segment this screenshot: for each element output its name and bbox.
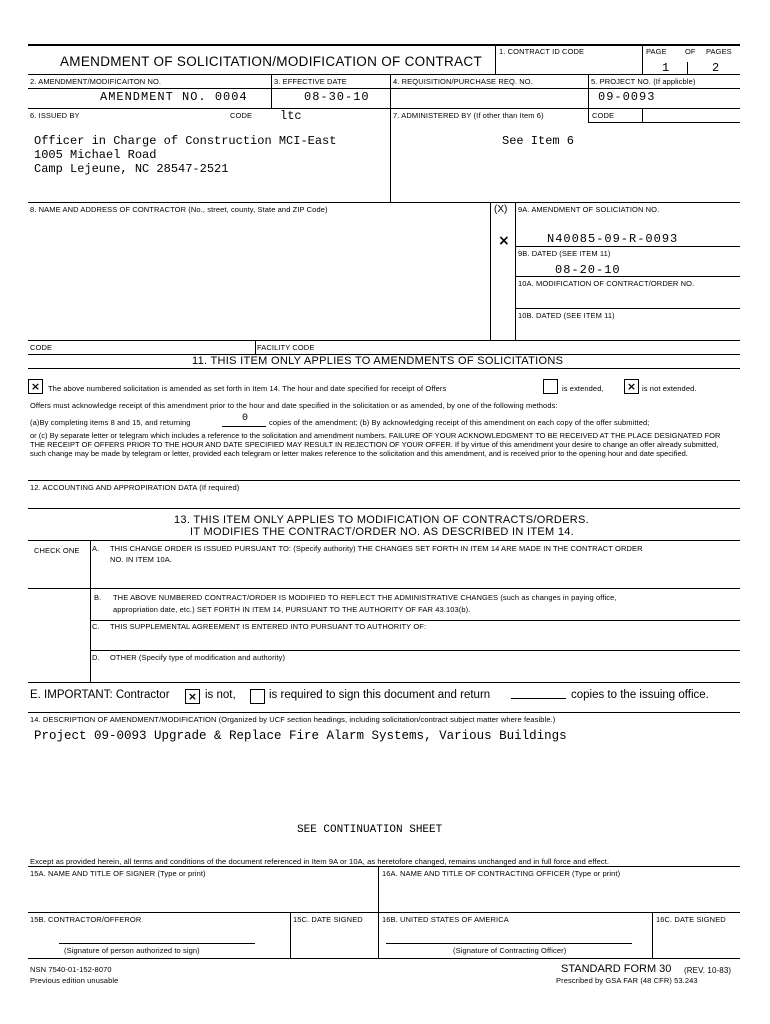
- not-extended-checkbox[interactable]: ×: [624, 379, 639, 394]
- pages-label: PAGES: [706, 47, 732, 56]
- project-no-label: 5. PROJECT NO. (If applicble): [591, 77, 696, 86]
- option-b-text-2: appropriation date, etc.) SET FORTH IN ITEM 14, PURSUANT TO THE AUTHORITY OF FAR 43.103(b).: [113, 605, 471, 614]
- prescribed-by: Prescribed by GSA FAR (48 CFR) 53.243: [556, 976, 698, 985]
- project-no-value[interactable]: 09-0093: [598, 90, 656, 104]
- amend-solicitation-label: 9A. AMENDMENT OF SOLICIATION NO.: [518, 205, 660, 214]
- is-not-label: is not,: [205, 689, 236, 701]
- issued-code-value[interactable]: ltc: [280, 109, 302, 123]
- important-label: E. IMPORTANT: Contractor: [30, 689, 170, 701]
- contractor-signature-caption: (Signature of person authorized to sign): [64, 946, 200, 955]
- nsn-number: NSN 7540-01-152-8070: [30, 965, 112, 974]
- option-b-text-1: THE ABOVE NUMBERED CONTRACT/ORDER IS MODIFIED TO REFLECT THE ADMINISTRATIVE CHANGES (such as changes in paying office,: [113, 593, 617, 602]
- administered-by-value[interactable]: See Item 6: [502, 134, 575, 148]
- administered-by-label: 7. ADMINISTERED BY (If other than Item 6): [393, 111, 544, 120]
- previous-edition-note: Previous edition unusable: [30, 976, 119, 985]
- issued-by-label: 6. ISSUED BY: [30, 111, 80, 120]
- mod-10a-label: 10A. MODIFICATION OF CONTRACT/ORDER NO.: [518, 279, 695, 288]
- form-revision: (REV. 10-83): [684, 966, 732, 975]
- page-value[interactable]: 1: [662, 61, 670, 75]
- option-a-letter: A.: [92, 544, 100, 553]
- requisition-label: 4. REQUISITION/PURCHASE REQ. NO.: [393, 77, 533, 86]
- form-name: STANDARD FORM 30: [561, 963, 672, 975]
- is-required-checkbox[interactable]: [250, 689, 265, 704]
- is-extended-label: is extended,: [562, 384, 604, 393]
- check-one-label: CHECK ONE: [34, 546, 80, 555]
- amended-checkbox[interactable]: ×: [28, 379, 43, 394]
- item-11-line-2: Offers must acknowledge receipt of this amendment prior to the hour and date specified in the solicitation or as amended, by one of the following methods:: [30, 401, 558, 410]
- dated-9b-label: 9B. DATED (SEE ITEM 11): [518, 249, 611, 258]
- of-label: OF: [685, 47, 696, 56]
- effective-date-value[interactable]: 08-30-10: [304, 90, 370, 104]
- option-b-letter: B.: [94, 593, 102, 602]
- contractor-address-label: 8. NAME AND ADDRESS OF CONTRACTOR (No., street, county, State and ZIP Code): [30, 205, 328, 214]
- officer-name-label: 16A. NAME AND TITLE OF CONTRACTING OFFICER (Type or print): [382, 869, 621, 878]
- except-text: Except as provided herein, all terms and conditions of the document referenced in Item 9A or 10A, as heretofore changed, remains unchanged and in full force and effect.: [30, 857, 610, 866]
- contractor-code-label: CODE: [30, 343, 53, 352]
- option-d-text: OTHER (Specify type of modification and authority): [110, 653, 286, 662]
- option-d-letter: D.: [92, 653, 100, 662]
- signer-name-label: 15A. NAME AND TITLE OF SIGNER (Type or print): [30, 869, 206, 878]
- amend-solicitation-checkmark[interactable]: ×: [498, 233, 510, 249]
- amendment-no-value[interactable]: AMENDMENT NO. 0004: [100, 90, 248, 104]
- dated-9b-value[interactable]: 08-20-10: [555, 263, 621, 277]
- copies-returned-value[interactable]: 0: [242, 413, 249, 424]
- officer-signature-caption: (Signature of Contracting Officer): [453, 946, 567, 955]
- item-13-heading-2: IT MODIFIES THE CONTRACT/ORDER NO. AS DESCRIBED IN ITEM 14.: [190, 526, 575, 538]
- item-11-paragraph: or (c) By separate letter or telegram which includes a reference to the solicitation and amendment numbers. FAILURE OF YOUR ACKNOWLEDGMENT TO BE RECEIVED AT THE PLACE DESIGNATED FOR THE RECEIPT OF OFFERS PRIOR TO THE HOUR AND DATE SPECIFIED MAY RESULT IN REJECTION OF YOUR OFFER. If by virtue of this amendment your desire to change an offer already submitted, such change may be made by telegram or letter, provided each telegram or letter makes reference to the solicitation and this amendment, and is received prior to the opening hour and date specified.: [30, 431, 721, 458]
- officer-date-label: 16C. DATE SIGNED: [656, 915, 726, 924]
- continuation-sheet-note: SEE CONTINUATION SHEET: [297, 824, 443, 836]
- dated-10b-label: 10B. DATED (SEE ITEM 11): [518, 311, 615, 320]
- issuer-address-line-1[interactable]: Officer in Charge of Construction MCI-East: [34, 134, 337, 148]
- page-label: PAGE: [646, 47, 667, 56]
- issuer-address-line-3[interactable]: Camp Lejeune, NC 28547-2521: [34, 162, 229, 176]
- is-required-label: is required to sign this document and return: [269, 689, 491, 701]
- item-11-line-1: The above numbered solicitation is amended as set forth in Item 14. The hour and date specified for receipt of Offers: [48, 384, 447, 393]
- contract-id-label: 1. CONTRACT ID CODE: [499, 47, 585, 56]
- issuer-address-line-2[interactable]: 1005 Michael Road: [34, 148, 157, 162]
- pages-value[interactable]: 2: [712, 61, 720, 75]
- issued-code-label: CODE: [230, 111, 253, 120]
- effective-date-label: 3. EFFECTIVE DATE: [274, 77, 347, 86]
- accounting-data-label: 12. ACCOUNTING AND APPROPIRATION DATA (If required): [30, 483, 240, 492]
- item-11-heading: 11. THIS ITEM ONLY APPLIES TO AMENDMENTS OF SOLICITATIONS: [192, 355, 564, 367]
- description-text[interactable]: Project 09-0093 Upgrade & Replace Fire Alarm Systems, Various Buildings: [34, 729, 567, 743]
- item-13-heading-1: 13. THIS ITEM ONLY APPLIES TO MODIFICATION OF CONTRACTS/ORDERS.: [174, 514, 589, 526]
- copies-tail-label: copies to the issuing office.: [571, 689, 709, 701]
- administered-code-label: CODE: [592, 111, 615, 120]
- amend-solicitation-value[interactable]: N40085-09-R-0093: [547, 232, 679, 246]
- is-not-checkbox[interactable]: ×: [185, 689, 200, 704]
- item-11-line-3a: (a)By completing items 8 and 15, and returning: [30, 418, 191, 427]
- not-extended-label: is not extended.: [642, 384, 697, 393]
- amendment-no-label: 2. AMENDMENT/MODIFICAITON NO.: [30, 77, 162, 86]
- option-c-text: THIS SUPPLEMENTAL AGREEMENT IS ENTERED INTO PURSUANT TO AUTHORITY OF:: [110, 622, 427, 631]
- facility-code-label: FACILITY CODE: [257, 343, 315, 352]
- option-c-letter: C.: [92, 622, 100, 631]
- contractor-offeror-label: 15B. CONTRACTOR/OFFEROR: [30, 915, 142, 924]
- option-a-text-2: NO. IN ITEM 10A.: [110, 555, 173, 564]
- contractor-date-label: 15C. DATE SIGNED: [293, 915, 363, 924]
- description-label: 14. DESCRIPTION OF AMENDMENT/MODIFICATION (Organized by UCF section headings, including solicitation/contract subject matter where feasible.): [30, 715, 556, 724]
- form-title: AMENDMENT OF SOLICITATION/MODIFICATION OF CONTRACT: [60, 54, 482, 69]
- item-11-line-3b: copies of the amendment; (b) By acknowledging receipt of this amendment on each copy of the offer submitted;: [269, 418, 650, 427]
- option-a-text-1: THIS CHANGE ORDER IS ISSUED PURSUANT TO: (Specify authority) THE CHANGES SET FORTH IN ITEM 14 ARE MADE IN THE CONTRACT ORDER: [110, 544, 643, 553]
- is-extended-checkbox[interactable]: [543, 379, 558, 394]
- usa-label: 16B. UNITED STATES OF AMERICA: [382, 915, 509, 924]
- x-column-label: (X): [494, 204, 508, 215]
